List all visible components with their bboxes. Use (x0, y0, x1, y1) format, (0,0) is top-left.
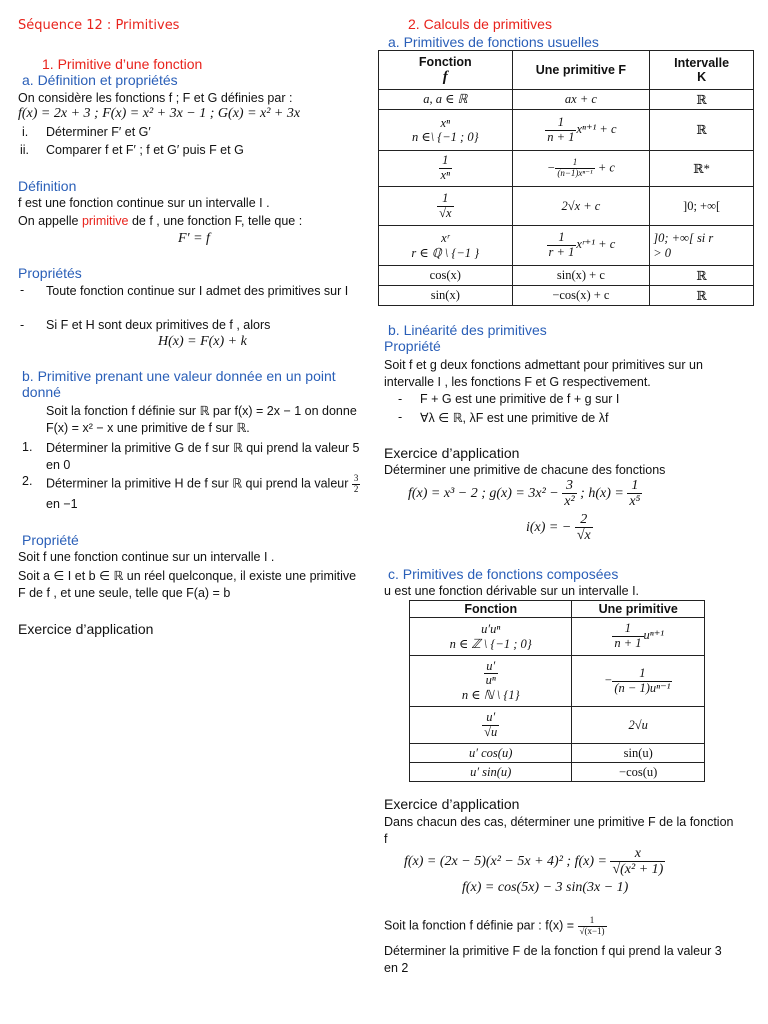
intro-text: On considère les fonctions f ; F et G définies par : (18, 91, 293, 105)
exercise-1-equation-1: f(x) = x³ − 2 ; g(x) = 3x² − $\frac{3}{\text{x²}}$ ; h(x) = $\frac{1}{\text{x⁵}}$ (408, 478, 641, 510)
composed-primitives-table (409, 600, 705, 782)
linearity-bullet-2: ∀λ ∈ ℝ, λF est une primitive de λf (420, 411, 609, 425)
definition-equation: F′ = f (178, 231, 210, 246)
linearity-property-title: Propriété (384, 338, 441, 354)
property-1: Toute fonction continue sur I admet des primitives sur I (46, 284, 349, 298)
definition-text-b: de f , une fonction F, telle que : (128, 214, 303, 228)
definition-line-2 (18, 214, 302, 228)
definition-text-a: On appelle (18, 214, 82, 228)
section-1-title: 1. Primitive d’une fonction (42, 56, 203, 72)
question-ii: Comparer f et F′ ; f et G′ puis F et G (46, 143, 244, 157)
definition-title: Définition (18, 178, 77, 194)
property-2-bullet: - (20, 318, 25, 332)
composed-text: u est une fonction dérivable sur un intervalle I. (384, 584, 640, 598)
section-a-title: a. Définition et propriétés (22, 72, 178, 88)
section-b-question-2-number: 2. (22, 474, 33, 488)
cell-u-prime-over-u-n-primitive: − $\frac{1}{\text{(n − 1)uⁿ⁻¹}}$ (572, 656, 705, 707)
cell-inverse-power: $\frac{1}{\text{xⁿ}}$ (379, 151, 513, 187)
intro-equations: f(x) = 2x + 3 ; F(x) = x² + 3x − 1 ; G(x) = x² + 3x (18, 106, 301, 121)
property-line-2: Soit a ∈ I et b ∈ ℝ un réel quelconque, il existe une primitive F de f , et une seule, telle que F(a) = b (18, 569, 357, 600)
exercise-2-text: Dans chacun des cas, déterminer une primitive F de la fonction f (384, 815, 734, 846)
section-2-title: 2. Calculs de primitives (408, 16, 552, 32)
table-row (379, 187, 754, 226)
linearity-bullet-1: F + G est une primitive de f + g sur I (420, 392, 620, 406)
cell-constant: a, a ∈ ℝ (379, 90, 513, 110)
cell-interval: ]0; +∞[ (650, 187, 754, 226)
question-2-text-a: Déterminer la primitive H de f sur ℝ qui prend la valeur (46, 476, 352, 491)
header-primitive: Une primitive F (512, 51, 650, 90)
cell-cos-primitive: sin(x) + c (512, 266, 650, 286)
cell-cos: cos(x) (379, 266, 513, 286)
section-b-question-1-number: 1. (22, 440, 33, 454)
cell-interval: ℝ (650, 110, 754, 151)
exercise-3-text-2: Déterminer la primitive F de la fonction f qui prend la valeur 3 en 2 (384, 944, 722, 975)
table-row (410, 618, 705, 656)
section-b-question-1: Déterminer la primitive G de f sur ℝ qui prend la valeur 5 en 0 (46, 441, 360, 472)
cell-u-prime-sin-u: u′ sin(u) (410, 763, 572, 782)
cell-u-prime-over-sqrt-u: $\frac{u'}{√u}$ (410, 707, 572, 744)
cell-rational-power-primitive: $\frac{1}{r + 1}$ xʳ⁺¹ + c (512, 226, 650, 266)
cell-constant-primitive: ax + c (512, 90, 650, 110)
usual-primitives-title: a. Primitives de fonctions usuelles (388, 34, 599, 50)
table-header-row (379, 51, 754, 90)
table-row (379, 286, 754, 306)
cell-inverse-sqrt: $\frac{1}{√x}$ (379, 187, 513, 226)
cell-sin: sin(x) (379, 286, 513, 306)
properties-title: Propriétés (18, 265, 82, 281)
linearity-bullet-2-mark: - (398, 410, 403, 424)
property-1-bullet: - (20, 283, 25, 297)
section-b-text: Soit la fonction f définie sur ℝ par f(x) = 2x − 1 on donne F(x) = x² − x une primitive de f sur ℝ. (46, 404, 357, 435)
exercise-2-equation-2: f(x) = cos(5x) − 3 sin(3x − 1) (462, 880, 629, 895)
table-row (379, 90, 754, 110)
header-function: Fonction f (379, 51, 513, 90)
header-primitive: Une primitive (572, 601, 705, 618)
question-ii-number: ii. (20, 143, 30, 157)
property-line-1: Soit f une fonction continue sur un intervalle I . (18, 550, 275, 564)
cell-u-prime-cos-u: u′ cos(u) (410, 744, 572, 763)
fraction-3-over-2: $\frac{3}{2}$ (353, 473, 359, 494)
table-row (379, 151, 754, 187)
linearity-text: Soit f et g deux fonctions admettant pour primitives sur un intervalle I , les fonctions F et G respectivement. (384, 358, 703, 389)
exercise-title-left: Exercice d’application (18, 621, 154, 637)
header-interval: Intervalle K (650, 51, 754, 90)
cell-inverse-sqrt-primitive: 2√x + c (512, 187, 650, 226)
linearity-title: b. Linéarité des primitives (388, 322, 547, 338)
cell-rational-power: xʳ r ∈ ℚ \ {−1 } (379, 226, 513, 266)
table-row (410, 656, 705, 707)
exercise-1-text: Déterminer une primitive de chacune des fonctions (384, 463, 666, 477)
page-title: Séquence 12 : Primitives (18, 18, 180, 33)
table-row (379, 110, 754, 151)
cell-interval: ℝ (650, 90, 754, 110)
property-2-equation: H(x) = F(x) + k (158, 334, 247, 349)
table-row (379, 266, 754, 286)
definition-line-1: f est une fonction continue sur un intervalle I . (18, 196, 270, 210)
exercise-2-equation-1: f(x) = (2x − 5)(x² − 5x + 4)² ; f(x) = $\frac{x}{\text{√(x² + 1)}}$ (404, 846, 664, 878)
cell-power: xⁿ n ∈\ {−1 ; 0} (379, 110, 513, 151)
exercise-1-equation-2: i(x) = − $\frac{2}{√x}$ (526, 512, 591, 544)
cell-interval: ]0; +∞[ si r > 0 (650, 226, 754, 266)
question-i-number: i. (22, 125, 29, 139)
exercise-2-title: Exercice d’application (384, 796, 520, 812)
header-function: Fonction (410, 601, 572, 618)
property-2: Si F et H sont deux primitives de f , alors (46, 318, 271, 332)
section-b-question-2 (46, 474, 364, 514)
exercise-1-title: Exercice d’application (384, 445, 520, 461)
cell-u-prime-u-n: u′uⁿ n ∈ ℤ \ {−1 ; 0} (410, 618, 572, 656)
cell-interval: ℝ (650, 266, 754, 286)
table-row (410, 744, 705, 763)
section-b-title: b. Primitive prenant une valeur donnée en un point donné (22, 368, 336, 400)
cell-power-primitive: $\frac{1}{n + 1}$ xⁿ⁺¹ + c (512, 110, 650, 151)
table-header-row (410, 601, 705, 618)
cell-u-prime-cos-u-primitive: sin(u) (572, 744, 705, 763)
cell-u-prime-over-u-n: $\frac{u'}{\text{uⁿ}}$ n ∈ ℕ \ {1} (410, 656, 572, 707)
usual-primitives-table (378, 50, 754, 306)
question-2-text-b: en −1 (46, 496, 78, 511)
cell-interval: ℝ* (650, 151, 754, 187)
table-row (410, 763, 705, 782)
cell-sin-primitive: −cos(x) + c (512, 286, 650, 306)
composed-title: c. Primitives de fonctions composées (388, 566, 619, 582)
cell-u-prime-over-sqrt-u-primitive: 2√u (572, 707, 705, 744)
cell-u-prime-u-n-primitive: $\frac{1}{n + 1}$ uⁿ⁺¹ (572, 618, 705, 656)
question-i: Déterminer F′ et G′ (46, 125, 151, 139)
cell-interval: ℝ (650, 286, 754, 306)
property-title: Propriété (22, 532, 79, 548)
primitive-highlight: primitive (81, 214, 129, 228)
table-row (410, 707, 705, 744)
cell-inverse-power-primitive: − $\frac{1}{\text{(n−1)xⁿ⁻¹}}$ + c (512, 151, 650, 187)
cell-u-prime-sin-u-primitive: −cos(u) (572, 763, 705, 782)
exercise-3-text-1: Soit la fonction f définie par : f(x) = $\frac{1}{√(x-1)}$ (384, 915, 605, 936)
linearity-bullet-1-mark: - (398, 392, 403, 406)
table-row (379, 226, 754, 266)
